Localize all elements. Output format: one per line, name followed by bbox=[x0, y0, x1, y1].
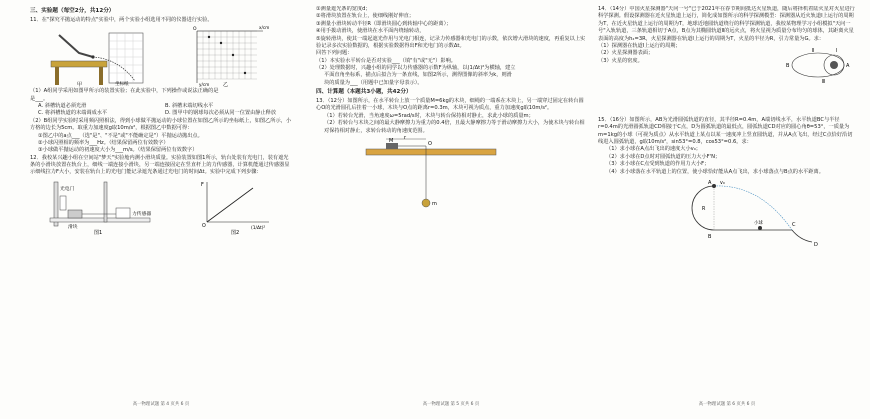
step-1: ①测量遮光条的宽度d； bbox=[316, 6, 371, 12]
question-13-part-2: （2）若转台与木块之间的最大静摩擦力为重力的0.4倍，且最大静摩擦力等于滑动摩擦力大小，为使木块与转台相对保持相对静止，求转台转动的角速度范围。 bbox=[324, 120, 585, 134]
question-15-part-3: （3）求小球在C点受到轨道的作用力大小F； bbox=[606, 161, 710, 168]
question-13-part-1: （1）若转台光滑，当角速度ω=5rad/s时，木块与转台保持相对静止，求此小球的质量m； bbox=[324, 112, 534, 119]
question-14-stem: 14．（14分）中国火星探测器"天问一号"已于2021年在春节期间抵达火星轨道，随后将择机着陆火星对火星进行科学探测。假设探测器在近火星轨道上运行，简化成如图所示的科学探测模型：探测器从近火轨道Ⅰ上运行的周期为T，在近火星轨道上运行的周期为T，地球近地圆轨道绕行的科学探测轨道，我校某物理学习小组模拟"天问一号"入轨轨道，三条轨道相切于A点，B点为其椭圆轨道Ⅱ的远火点，将火星视为质量分布均匀的球体，其距离火星表面的高度为h₂=3R，火星探测器在轨道Ⅰ上运行的周期为T，火星的半径为R，引力常量为G。求： bbox=[598, 6, 855, 42]
figure-2-graph bbox=[197, 178, 277, 236]
label-inverse-dt-axis: (1/Δt)² bbox=[250, 225, 265, 231]
question-11-part-2a: ①图乙中的a点___（选"是"、"不是"或"不能确定是"）平抛运动抛出点。 bbox=[38, 132, 203, 139]
step-2: ②将滑块放置在轨台上，使细线刚好伸直； bbox=[316, 13, 415, 20]
label-orbit-2: Ⅱ bbox=[812, 48, 815, 54]
label-coordinate-paper: 坐标纸 bbox=[115, 82, 129, 88]
question-15-part-2: （2）求小球在D点时对圆弧轨道的压力大小F'N； bbox=[606, 153, 721, 160]
option-d: D. 图甲中的钢球每次必须从同一位置由静止释放 bbox=[165, 110, 277, 117]
option-a: A. 斜槽轨道必须光滑 bbox=[38, 103, 87, 110]
label-v0: v₀ bbox=[720, 180, 725, 186]
label-force-sensor: 力传感器 bbox=[131, 211, 151, 217]
page-footer-4: 高一物理试题 第 4 页共 6 页 bbox=[132, 401, 190, 407]
label-f-axis: F bbox=[200, 181, 204, 188]
label-point-a: A bbox=[846, 62, 850, 69]
label-orbit-1: Ⅰ bbox=[836, 48, 838, 54]
label-origin-2: O bbox=[201, 223, 206, 229]
label-orbit-3: Ⅲ bbox=[822, 79, 826, 85]
page-footer-5: 高一物理试题 第 5 页共 6 页 bbox=[422, 401, 480, 407]
figure-13-turntable bbox=[356, 135, 506, 225]
question-11-stem: 11．在"探究平抛运动的特点"实验中，两个实验小组选用不同的仪器进行实验。 bbox=[30, 16, 213, 23]
page-footer-6: 高一物理试题 第 6 页共 6 页 bbox=[698, 401, 756, 407]
question-12-part-2: （2）处理数据时，兴趣小组的同学以力传感器的示数F为纵轴，以(1/Δt)²为横轴，建立 bbox=[316, 65, 516, 71]
question-12-stem: 12．我校某兴趣小组在空间站"梦天"实验舱内测小滑块质量。实验装置如图1所示，轨台处装有光电门，装有遮光条的小滑块放置在轨台上，细线一端连接小滑块，另一端连接固定在竖直杆上的力传感器，计算机能通过传感器显示细线拉力F大小，安装在轨台上的光电门能记录遮光条通过光电门的时间Δt。实验中完成下列步骤： bbox=[30, 154, 290, 176]
figure-15-track bbox=[688, 176, 838, 250]
label-a: A bbox=[708, 179, 712, 186]
answer-prompt: 回答下列问题： bbox=[316, 50, 353, 57]
question-15-stem: 15．（16分）如图所示，AB为光滑圆弧轨道的直径，其半径R=0.4m，A端切线水平，水平轨道BC与半径r=0.4m的光滑圆弧轨道CD相接于C点，D为圆弧轨道的最低点，圆弧轨道CD对应的圆心角θ=53°，一质量为m=1kg的小球（可视为质点）从水平轨道上某点以某一速度冲上竖直圆轨道，并从A点飞出，经过C点恰好沿切线进入圆弧轨道，g取10m/s²，sin53°=0.8，cos53°=0.6。求： bbox=[598, 116, 853, 145]
section-heading-experiment: 三、实验题（每空2分，共12分） bbox=[30, 8, 115, 14]
question-12-part-1: （1）本实验水平转台是否对实验___（填"有"或"无"）影响。 bbox=[316, 57, 456, 64]
figure-jia-apparatus bbox=[49, 25, 149, 87]
question-11-part-1-blank: 是___。 bbox=[30, 95, 49, 102]
label-ball-mass: m bbox=[432, 200, 437, 207]
label-photogate: 光电门 bbox=[59, 186, 74, 192]
options-row-2 bbox=[30, 110, 292, 117]
label-figure-1: 图1 bbox=[93, 229, 102, 236]
label-origin: O bbox=[193, 27, 197, 33]
label-yi: 乙 bbox=[223, 82, 229, 88]
page-column-5 bbox=[316, 6, 586, 410]
label-point-b: B bbox=[786, 62, 790, 69]
label-x-axis: x/cm bbox=[259, 25, 270, 31]
figure-1-apparatus bbox=[46, 178, 166, 236]
question-12-part-2-blank: 块的质量为___（用题中已知量字母表示）。 bbox=[324, 79, 423, 86]
question-15-part-4: （4）求小球落在水平轨道上的位置，使小球恰好能从A点飞出，求小球落点与B点的水平距离。 bbox=[606, 168, 824, 175]
label-figure-2: 图2 bbox=[230, 229, 239, 236]
figure-yi-grid bbox=[187, 25, 273, 87]
question-14-body bbox=[598, 43, 856, 87]
question-14-part-2: （2）火星探测器表面； bbox=[598, 50, 654, 57]
page-column-4 bbox=[30, 6, 292, 410]
question-11-figures bbox=[30, 25, 292, 87]
question-11-part-2b: ②小球闪照相的频率为___Hz。（结果保留两位有效数字） bbox=[38, 139, 169, 146]
question-14-part-1: （1）探测器在轨道Ⅰ上运行的周期； bbox=[598, 42, 681, 49]
question-14-part-3: （3）火星的密度。 bbox=[598, 57, 643, 64]
label-block-mass: M bbox=[389, 137, 394, 144]
label-slider: 滑块 bbox=[67, 224, 78, 230]
step-5: ⑤旋转滑块，使其一端起遮光作用与光电门相连，记录力传感器和光电门的示数，依次增大滑块的速度，再重复以上实验记录多次实验数据的，根据实验数据得出F和光电门的示数Δt。 bbox=[316, 35, 586, 49]
figure-14-orbits bbox=[776, 43, 856, 87]
label-y-axis: y/cm bbox=[199, 82, 210, 88]
label-d: D bbox=[814, 241, 818, 248]
question-13-stem: 13．（12分）如图所示，在水平转台上放一个质量M=6kg的木块，细绳的一端系在木块上，另一端穿过固定在转台圆心O的光滑圆孔后挂着一小球，木块与O点的距离r=0.3m，木块可视为质点，重力加速度g取10m/s²。 bbox=[316, 98, 584, 112]
question-12-part-2-cont: 平面直角坐标系，描点后拟合为一条直线，如图2所示，测得图像的斜率为k，则滑 bbox=[324, 72, 512, 79]
step-3: ③测量小滑块转动半径R（即滑块圆心到转轴中心的距离）； bbox=[316, 20, 452, 27]
section-heading-calculation: 四、计算题（本题共3小题，共42分） bbox=[316, 89, 412, 96]
label-b: B bbox=[708, 233, 712, 240]
label-ball: 小球 bbox=[754, 220, 763, 226]
question-15-part-1: （1）求小球在A点出飞出的速度大小v₀； bbox=[606, 146, 701, 153]
label-jia: 甲 bbox=[77, 82, 83, 88]
label-radius: r bbox=[404, 134, 407, 141]
option-b: B. 斜槽末端切线水平 bbox=[165, 103, 214, 110]
option-c: C. 将斜槽轨道的末端调成水平 bbox=[38, 110, 108, 117]
question-11-part-2: （2）B组同学实验时采用频闪照相法，得到小球做平抛运动的小球位置在如图乙所示的坐标纸上，如图乙所示，小方格的边长为5cm。取重力加速度g取10m/s²，根据图乙中数据可得： bbox=[30, 117, 292, 132]
label-radius-r: R bbox=[702, 206, 706, 212]
label-c: C bbox=[792, 221, 796, 228]
step-4: ④用手拨动滑块，使滑块在水平面内绕轴转动， bbox=[316, 28, 425, 35]
question-11-part-2c: ③小球做平抛运动的初速度大小为___m/s。（结果保留两位有效数字） bbox=[38, 147, 198, 154]
page-column-6 bbox=[598, 6, 856, 410]
label-center: O bbox=[428, 140, 432, 147]
question-12-figures bbox=[30, 178, 292, 236]
question-11-part-1: （1）A组同学采用如图甲所示的装置实验；在此实验中，下列操作或说法正确的是 bbox=[30, 88, 219, 95]
